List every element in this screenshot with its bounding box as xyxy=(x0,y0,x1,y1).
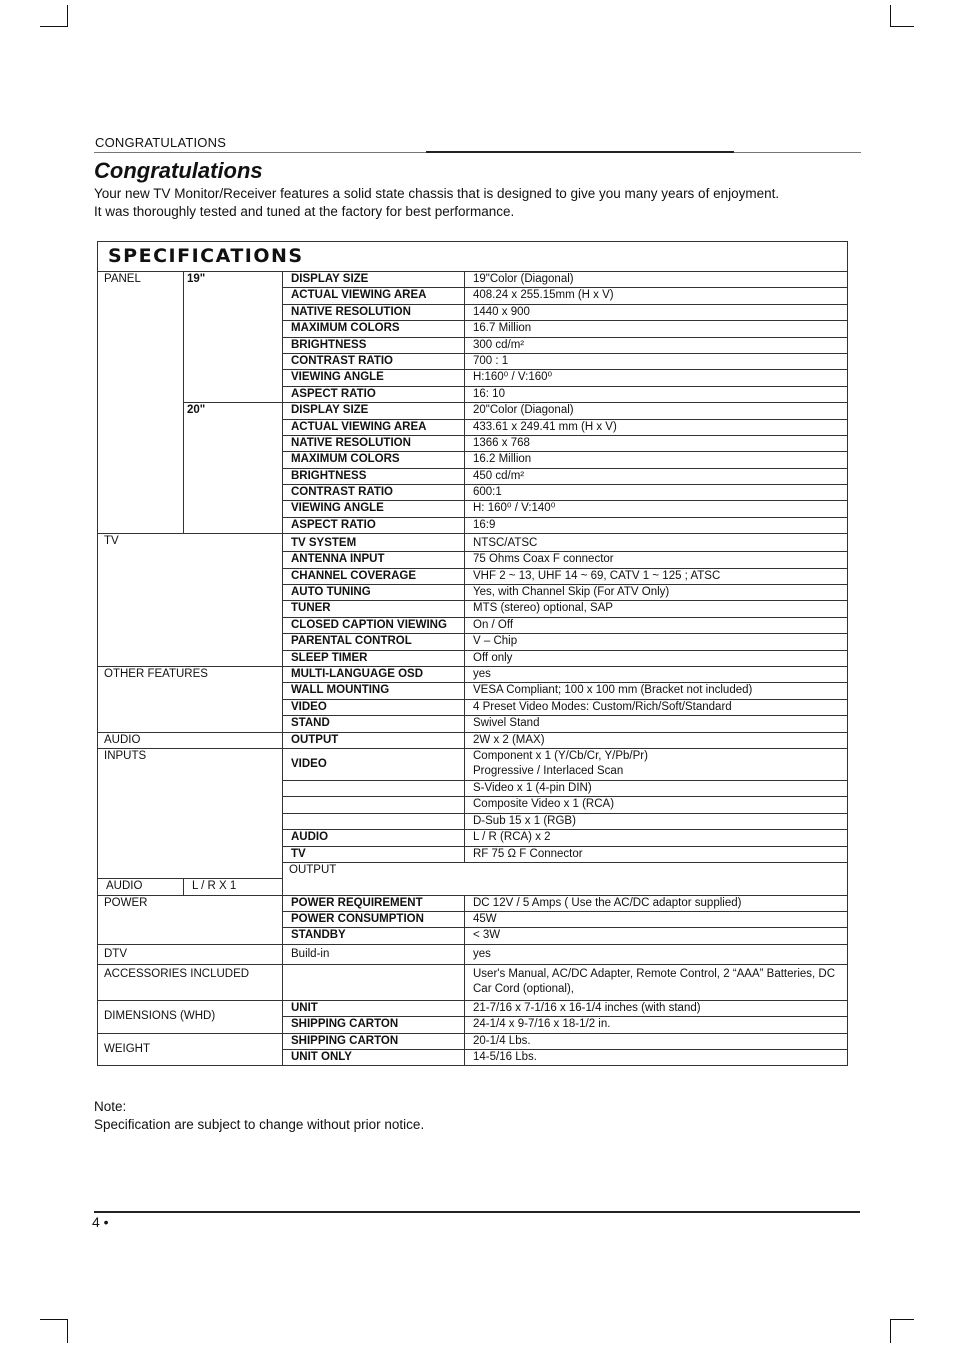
crop-mark-top-right-v xyxy=(890,5,891,27)
spec-value: 4 Preset Video Modes: Custom/Rich/Soft/Standard xyxy=(465,699,848,715)
spec-key: AUTO TUNING xyxy=(283,585,465,601)
spec-value: VESA Compliant; 100 x 100 mm (Bracket not included) xyxy=(465,683,848,699)
table-row xyxy=(98,748,848,780)
spec-value: 20"Color (Diagonal) xyxy=(465,403,848,419)
table-row xyxy=(98,666,848,682)
spec-value: S-Video x 1 (4-pin DIN) xyxy=(465,780,848,796)
spec-value: 14-5/16 Lbs. xyxy=(465,1050,848,1066)
spec-key-empty xyxy=(283,813,465,829)
table-row xyxy=(98,272,848,288)
spec-key: MAXIMUM COLORS xyxy=(283,321,465,337)
spec-value: 600:1 xyxy=(465,485,848,501)
spec-value-line: Progressive / Interlaced Scan xyxy=(473,764,624,777)
spec-key: CHANNEL COVERAGE xyxy=(283,568,465,584)
spec-key: ACTUAL VIEWING AREA xyxy=(283,419,465,435)
spec-key: STAND xyxy=(283,716,465,732)
table-row xyxy=(98,964,848,1000)
spec-key: TV SYSTEM xyxy=(283,534,465,552)
spec-key: UNIT ONLY xyxy=(283,1050,465,1066)
spec-key: SHIPPING CARTON xyxy=(283,1017,465,1033)
spec-key: CONTRAST RATIO xyxy=(283,485,465,501)
spec-value: MTS (stereo) optional, SAP xyxy=(465,601,848,617)
page-number: 4 • xyxy=(92,1214,109,1230)
intro-line-1: Your new TV Monitor/Receiver features a solid state chassis that is designed to give you many years of enjoyment. xyxy=(94,186,780,201)
spec-value: 21-7/16 x 7-1/16 x 16-1/4 inches (with stand) xyxy=(465,1000,848,1016)
spec-key: NATIVE RESOLUTION xyxy=(283,435,465,451)
spec-key: Build-in xyxy=(283,944,465,964)
spec-key: SLEEP TIMER xyxy=(283,650,465,666)
spec-key: DISPLAY SIZE xyxy=(283,403,465,419)
spec-value: RF 75 Ω F Connector xyxy=(465,846,848,862)
power-label: POWER xyxy=(98,895,283,944)
tv-label: TV xyxy=(98,534,283,667)
spec-value: 45W xyxy=(465,912,848,928)
spec-value: Yes, with Channel Skip (For ATV Only) xyxy=(465,585,848,601)
spec-key: WALL MOUNTING xyxy=(283,683,465,699)
spec-key: VIDEO xyxy=(283,699,465,715)
table-row xyxy=(98,732,848,748)
dtv-label: DTV xyxy=(98,944,283,964)
spec-key: MAXIMUM COLORS xyxy=(283,452,465,468)
spec-value: 433.61 x 249.41 mm (H x V) xyxy=(465,419,848,435)
other-features-label: OTHER FEATURES xyxy=(98,666,283,732)
spec-value: L / R (RCA) x 2 xyxy=(465,830,848,846)
spec-value: < 3W xyxy=(465,928,848,944)
spec-value: 19"Color (Diagonal) xyxy=(465,272,848,288)
spec-key: VIEWING ANGLE xyxy=(283,501,465,517)
spec-value: 700 : 1 xyxy=(465,353,848,369)
table-row xyxy=(98,534,848,552)
output-label: OUTPUT xyxy=(283,862,848,895)
spec-key: ASPECT RATIO xyxy=(283,386,465,402)
spec-key: BRIGHTNESS xyxy=(283,468,465,484)
crop-mark-bottom-right-h xyxy=(890,1319,914,1320)
spec-value: yes xyxy=(465,944,848,964)
spec-key-empty xyxy=(283,780,465,796)
spec-key: AUDIO xyxy=(283,830,465,846)
crop-mark-bottom-left-v xyxy=(67,1319,68,1343)
table-row xyxy=(98,1000,848,1016)
table-row xyxy=(98,895,848,911)
spec-value: User's Manual, AC/DC Adapter, Remote Control, 2 “AAA” Batteries, DC Car Cord (optional), xyxy=(465,964,848,1000)
spec-key: ACTUAL VIEWING AREA xyxy=(283,288,465,304)
spec-value: Composite Video x 1 (RCA) xyxy=(465,797,848,813)
spec-key: TUNER xyxy=(283,601,465,617)
dimensions-label: DIMENSIONS (WHD) xyxy=(98,1000,283,1033)
spec-key: CONTRAST RATIO xyxy=(283,353,465,369)
spec-value: 16: 10 xyxy=(465,386,848,402)
spec-value: yes xyxy=(465,666,848,682)
table-row xyxy=(98,944,848,964)
crop-mark-bottom-right-v xyxy=(890,1319,891,1343)
weight-label: WEIGHT xyxy=(98,1033,283,1066)
spec-key-empty xyxy=(283,964,465,1000)
panel-label: PANEL xyxy=(98,272,184,534)
table-row xyxy=(98,1033,848,1049)
crop-mark-top-left-v xyxy=(67,5,68,27)
spec-key: STANDBY xyxy=(283,928,465,944)
specifications-table xyxy=(97,241,848,1066)
spec-key: PARENTAL CONTROL xyxy=(283,634,465,650)
spec-value: 1440 x 900 xyxy=(465,304,848,320)
spec-value: Swivel Stand xyxy=(465,716,848,732)
spec-value: Off only xyxy=(465,650,848,666)
table-row xyxy=(98,403,848,419)
spec-key: POWER CONSUMPTION xyxy=(283,912,465,928)
spec-value: 16.7 Million xyxy=(465,321,848,337)
section-header: CONGRATULATIONS xyxy=(95,135,227,150)
accessories-label: ACCESSORIES INCLUDED xyxy=(98,964,283,1000)
spec-value-line: Component x 1 (Y/Cb/Cr, Y/Pb/Pr) xyxy=(473,749,648,762)
spec-key: OUTPUT xyxy=(283,732,465,748)
spec-key: NATIVE RESOLUTION xyxy=(283,304,465,320)
spec-key: ANTENNA INPUT xyxy=(283,552,465,568)
header-divider xyxy=(94,152,861,153)
spec-value: V – Chip xyxy=(465,634,848,650)
spec-key: TV xyxy=(283,846,465,862)
spec-value: 408.24 x 255.15mm (H x V) xyxy=(465,288,848,304)
spec-value: VHF 2 ~ 13, UHF 14 ~ 69, CATV 1 ~ 125 ; ATSC xyxy=(465,568,848,584)
crop-mark-top-left-h xyxy=(40,26,68,27)
spec-key: DISPLAY SIZE xyxy=(283,272,465,288)
spec-value: NTSC/ATSC xyxy=(465,534,848,552)
spec-value: 16.2 Million xyxy=(465,452,848,468)
spec-value: H: 160⁰ / V:140⁰ xyxy=(465,501,848,517)
spec-value: On / Off xyxy=(465,617,848,633)
intro-paragraph xyxy=(94,185,874,221)
spec-key: AUDIO xyxy=(98,879,184,895)
spec-key: BRIGHTNESS xyxy=(283,337,465,353)
specifications-heading: SPECIFICATIONS xyxy=(98,242,848,272)
spec-value: 24-1/4 x 9-7/16 x 18-1/2 in. xyxy=(465,1017,848,1033)
spec-value: 450 cd/m² xyxy=(465,468,848,484)
footer-divider xyxy=(94,1211,860,1213)
note-label: Note: xyxy=(94,1099,127,1114)
spec-key: ASPECT RATIO xyxy=(283,517,465,533)
spec-value: 16:9 xyxy=(465,517,848,533)
panel-size-19: 19" xyxy=(184,272,283,403)
intro-line-2: It was thoroughly tested and tuned at the factory for best performance. xyxy=(94,204,515,219)
spec-key: POWER REQUIREMENT xyxy=(283,895,465,911)
spec-value: 300 cd/m² xyxy=(465,337,848,353)
spec-title-row xyxy=(98,242,848,272)
spec-value: L / R X 1 xyxy=(184,879,283,895)
spec-key: UNIT xyxy=(283,1000,465,1016)
spec-key-empty xyxy=(283,797,465,813)
spec-value: 20-1/4 Lbs. xyxy=(465,1033,848,1049)
spec-value: 1366 x 768 xyxy=(465,435,848,451)
spec-key: CLOSED CAPTION VIEWING xyxy=(283,617,465,633)
spec-value: D-Sub 15 x 1 (RGB) xyxy=(465,813,848,829)
spec-value: 75 Ohms Coax F connector xyxy=(465,552,848,568)
spec-key: SHIPPING CARTON xyxy=(283,1033,465,1049)
spec-key: VIDEO xyxy=(283,748,465,780)
audio-label: AUDIO xyxy=(98,732,283,748)
panel-size-20: 20" xyxy=(184,403,283,534)
spec-key: MULTI-LANGUAGE OSD xyxy=(283,666,465,682)
crop-mark-bottom-left-h xyxy=(40,1319,68,1320)
spec-value: DC 12V / 5 Amps ( Use the AC/DC adaptor supplied) xyxy=(465,895,848,911)
note-text: Specification are subject to change without prior notice. xyxy=(94,1117,425,1132)
spec-key: VIEWING ANGLE xyxy=(283,370,465,386)
inputs-label: INPUTS xyxy=(98,748,283,878)
spec-value: H:160⁰ / V:160⁰ xyxy=(465,370,848,386)
page-title: Congratulations xyxy=(94,158,263,183)
spec-value xyxy=(465,748,848,780)
crop-mark-top-right-h xyxy=(890,26,914,27)
spec-value: 2W x 2 (MAX) xyxy=(465,732,848,748)
